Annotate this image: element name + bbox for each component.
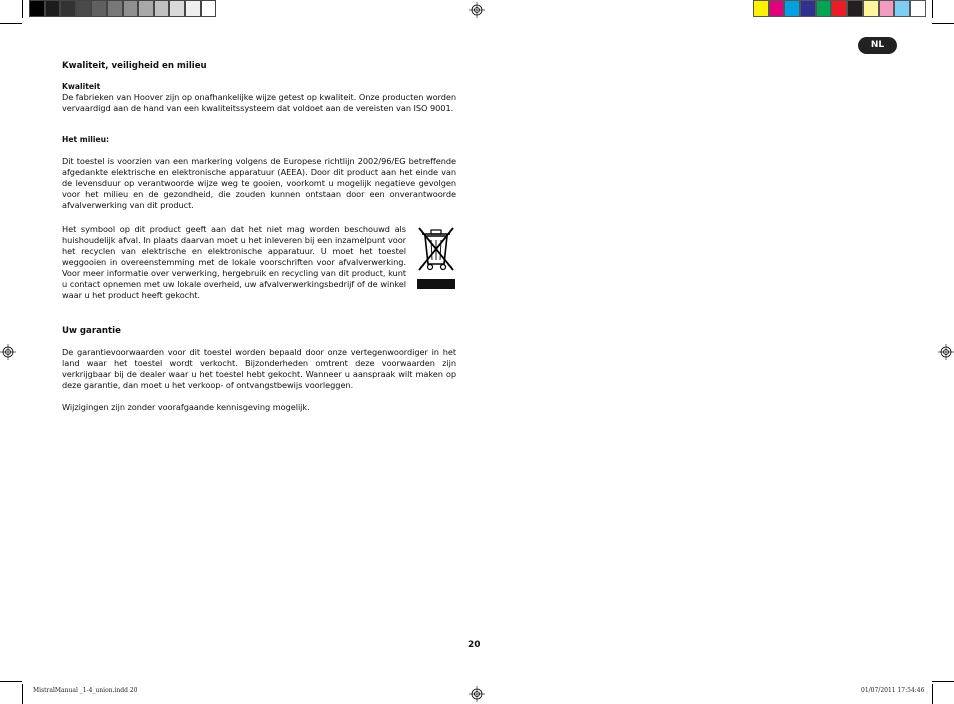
subheading-milieu: Het milieu: (62, 135, 110, 144)
crop-mark (0, 23, 22, 24)
crop-mark (22, 684, 23, 704)
color-swatch (123, 0, 139, 17)
color-swatch (138, 0, 154, 17)
section-title-quality: Kwaliteit, veiligheid en milieu (62, 61, 207, 71)
gray-calibration-strip (29, 0, 216, 18)
paragraph-changes: Wijzigingen zijn zonder voorafgaande kennisgeving mogelijk. (62, 402, 310, 412)
color-swatch (76, 0, 92, 17)
crop-mark (22, 0, 23, 18)
page-content (62, 61, 456, 413)
color-swatch (894, 0, 910, 17)
crop-mark (932, 681, 954, 682)
paragraph-milieu-1: Dit toestel is voorzien van een markering volgens de Europese richtlijn 2002/96/EG betreffende afgedankte elektrische en elektronische apparatuur (AEEA). Door dit product aan het einde van de levensduur op verantwoorde wijze weg te gooien, voorkomt u mogelijk negatieve gevolgen voor het milieu en de gezondheid, die zouden kunnen ontstaan door een onverantwoorde afvalverwerking van dit product. (62, 156, 456, 210)
color-swatch (169, 0, 185, 17)
page-number: 20 (468, 640, 481, 650)
color-swatch (863, 0, 879, 17)
color-swatch (60, 0, 76, 17)
color-swatch (45, 0, 61, 17)
registration-mark-icon (469, 686, 485, 702)
color-calibration-strip (753, 0, 926, 18)
color-swatch (847, 0, 863, 17)
crossed-out-wheelie-bin-icon (416, 224, 456, 290)
color-swatch (29, 0, 45, 17)
color-swatch (185, 0, 201, 17)
color-swatch (831, 0, 847, 17)
color-swatch (910, 0, 926, 17)
color-swatch (753, 0, 769, 17)
weee-block (62, 224, 456, 301)
paragraph-kwaliteit: De fabrieken van Hoover zijn op onafhankelijke wijze getest op kwaliteit. Onze producten worden vervaardigd aan de hand van een kwaliteitssysteem dat voldoet aan de vereisten van ISO 9001. (62, 92, 457, 113)
color-swatch (784, 0, 800, 17)
crop-mark (932, 23, 954, 24)
registration-mark-icon (469, 2, 485, 18)
language-badge: NL (858, 37, 897, 54)
slug-timestamp: 01/07/2011 17:54:46 (861, 687, 925, 694)
crop-mark (932, 0, 933, 18)
paragraph-milieu-2: Het symbool op dit product geeft aan dat het niet mag worden beschouwd als huishoudelijk afval. In plaats daarvan moet u het inleveren bij een inzamelpunt voor het recyclen van elektrische en elektronische apparatuur. U moet het toestel weggooien in overeenstemming met de lokale voorschriften voor afvalverwerking. Voor meer informatie over verwerking, hergebruik en recycling van dit product, kunt u contact opnemen met uw lokale overheid, uw afvalverwerkingsbedrijf of de winkel waar u het product heeft gekocht. (62, 224, 406, 300)
color-swatch (769, 0, 785, 17)
color-swatch (879, 0, 895, 17)
color-swatch (107, 0, 123, 17)
color-swatch (816, 0, 832, 17)
crop-mark (0, 681, 22, 682)
crop-mark (932, 684, 933, 704)
color-swatch (154, 0, 170, 17)
registration-mark-icon (0, 344, 16, 360)
slug-file-info: MistralManual _1-4_union.indd 20 (33, 687, 138, 694)
subheading-kwaliteit: Kwaliteit (62, 82, 101, 91)
color-swatch (800, 0, 816, 17)
color-swatch (201, 0, 217, 17)
registration-mark-icon (938, 344, 954, 360)
section-title-warranty: Uw garantie (62, 326, 121, 336)
paragraph-warranty: De garantievoorwaarden voor dit toestel worden bepaald door onze vertegenwoordiger in het land waar het toestel wordt verkocht. Bijzonderheden omtrent deze voorwaarden zijn verkrijgbaar bij de dealer waar u het toestel hebt gekocht. Wanneer u aanspraak wilt maken op deze garantie, dan moet u het verkoop- of ontvangstbewijs voorleggen. (62, 347, 456, 390)
color-swatch (91, 0, 107, 17)
